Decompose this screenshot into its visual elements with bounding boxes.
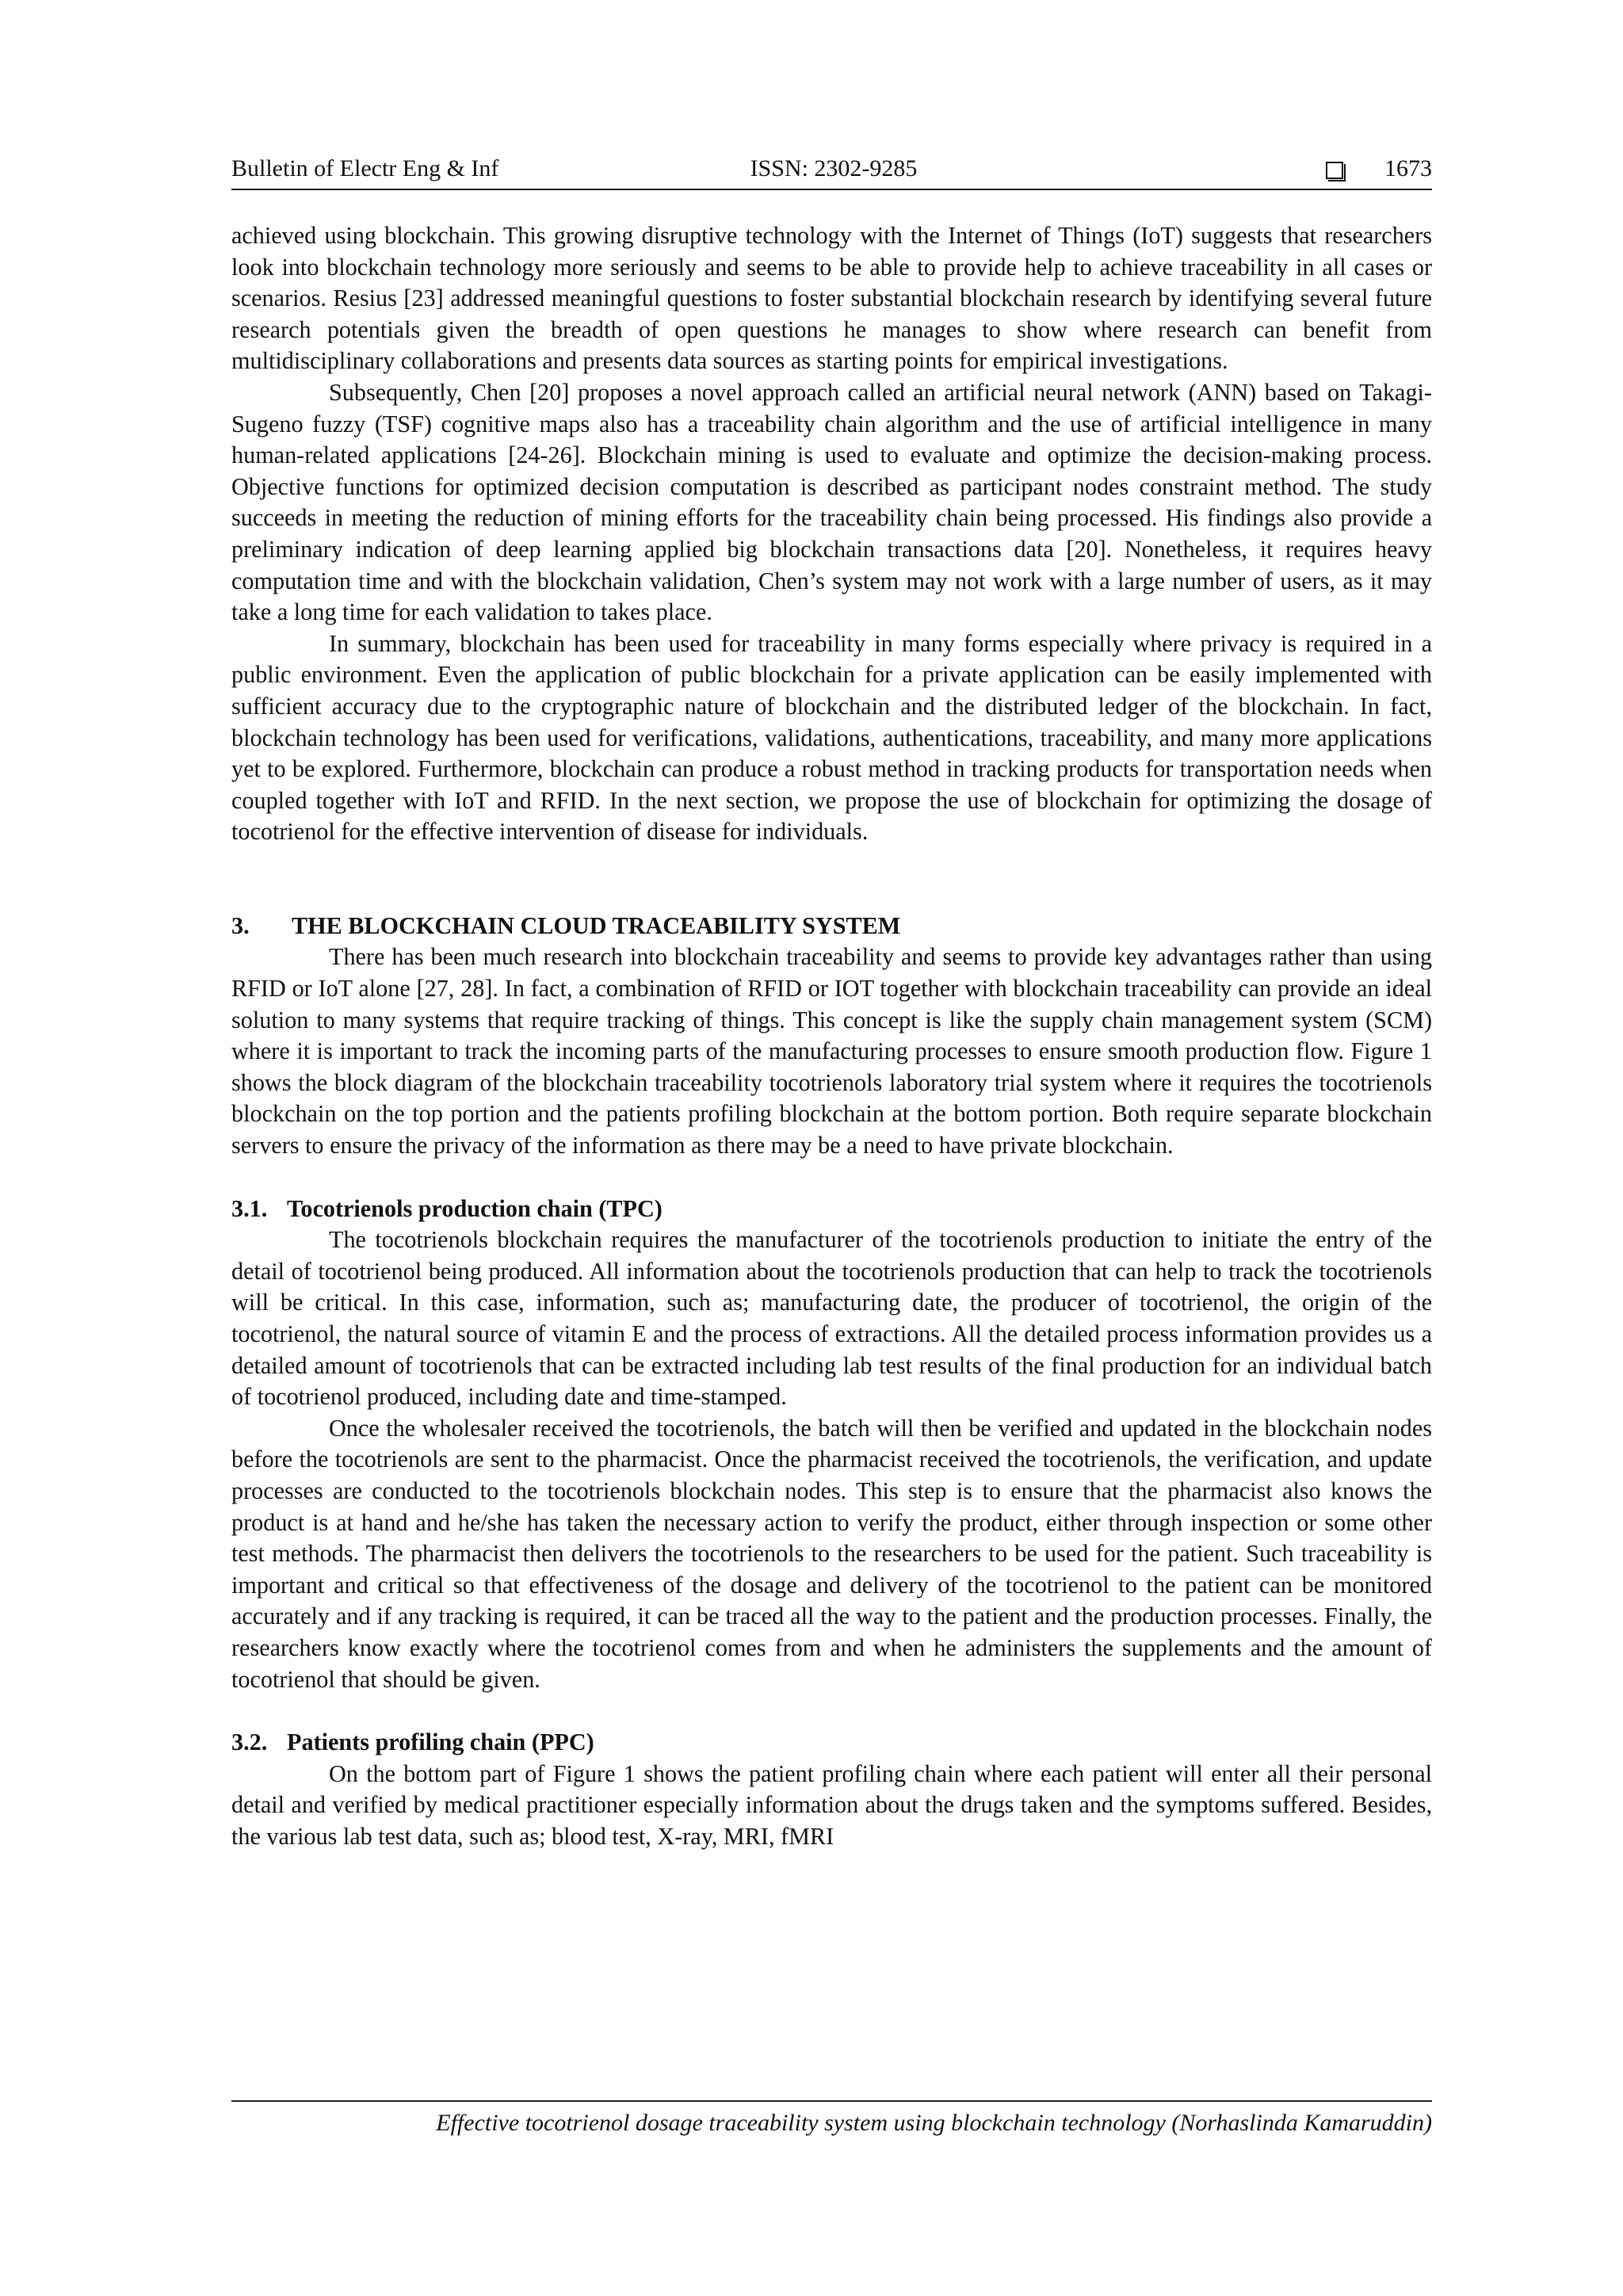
section-heading <box>231 911 1432 942</box>
body-text <box>231 220 1432 1853</box>
paragraph: The tocotrienols blockchain requires the manufacturer of the tocotrienols production to initiate the entry of the detail of tocotrienol being produced. All information about the tocotrienols production that can help to track the tocotrienols will be critical. In this case, information, such as; manufacturing date, the producer of tocotrienol, the origin of the tocotrienol, the natural source of vitamin E and the process of extractions. All the detailed process information provides us a detailed amount of tocotrienols that can be extracted including lab test results of the final production for an individual batch of tocotrienol produced, including date and time-stamped. <box>231 1226 1432 1411</box>
paragraph: Subsequently, Chen [20] proposes a novel approach called an artificial neural network (ANN) based on Takagi-Sugeno fuzzy (TSF) cognitive maps also has a traceability chain algorithm and the use of artificial intelligence in many human-related applications [24-26]. Blockchain mining is used to evaluate and optimize the decision-making process. Objective functions for optimized decision computation is described as participant nodes constraint method. The study succeeds in meeting the reduction of mining efforts for the traceability chain being processed. His findings also provide a preliminary indication of deep learning applied big blockchain transactions data [20]. Nonetheless, it requires heavy computation time and with the blockchain validation, Chen’s system may not work with a large number of users, as it may take a long time for each validation to takes place. <box>231 378 1432 626</box>
subsection-title: Patients profiling chain (PPC) <box>287 1729 594 1756</box>
page-number-group <box>1326 155 1432 182</box>
running-header <box>231 155 1432 190</box>
section-title: THE BLOCKCHAIN CLOUD TRACEABILITY SYSTEM <box>292 911 901 939</box>
page-number: 1673 <box>1384 155 1432 181</box>
journal-name: Bulletin of Electr Eng & Inf <box>231 155 499 181</box>
subsection-heading <box>231 1727 1432 1759</box>
paragraph: achieved using blockchain. This growing disruptive technology with the Internet of Things (IoT) suggests that researchers look into blockchain technology more seriously and seems to be able to provide help to achieve traceability in all cases or scenarios. Resius [23] addressed meaningful questions to foster substantial blockchain research by identifying several future research potentials given the breadth of open questions he manages to show where research can benefit from multidisciplinary collaborations and presents data sources as starting points for empirical investigations. <box>231 222 1432 375</box>
section-number: 3. <box>231 911 250 939</box>
subsection-number: 3.1. <box>231 1194 268 1222</box>
running-footer: Effective tocotrienol dosage traceability system using blockchain technology (Norhaslinda Kamaruddin) <box>231 2100 1432 2137</box>
paragraph: On the bottom part of Figure 1 shows the patient profiling chain where each patient will enter all their personal detail and verified by medical practitioner especially information about the drugs taken and the symptoms suffered. Besides, the various lab test data, such as; blood test, X-ray, MRI, fMRI <box>231 1759 1432 1850</box>
paragraph: Once the wholesaler received the tocotrienols, the batch will then be verified and updated in the blockchain nodes before the tocotrienols are sent to the pharmacist. Once the pharmacist received the tocotrienols, the verification, and update processes are conducted to the tocotrienols blockchain nodes. This step is to ensure that the pharmacist also knows the product is at hand and he/she has taken the necessary action to verify the product, either through inspection or some other test methods. The pharmacist then delivers the tocotrienols to the researchers to be used for the patient. Such traceability is important and critical so that effectiveness of the dosage and delivery of the tocotrienol to the patient can be monitored accurately and if any tracking is required, it can be traced all the way to the patient and the production processes. Finally, the researchers know exactly where the tocotrienol comes from and when he administers the supplements and the amount of tocotrienol that should be given. <box>231 1414 1432 1693</box>
paragraph: There has been much research into blockchain traceability and seems to provide key advantages rather than using RFID or IoT alone [27, 28]. In fact, a combination of RFID or IOT together with blockchain traceability can provide an ideal solution to many systems that require tracking of things. This concept is like the supply chain management system (SCM) where it is important to track the incoming parts of the manufacturing processes to ensure smooth production flow. Figure 1 shows the block diagram of the blockchain traceability tocotrienols laboratory trial system where it requires the tocotrienols blockchain on the top portion and the patients profiling blockchain at the bottom portion. Both require separate blockchain servers to ensure the privacy of the information as there may be a need to have private blockchain. <box>231 943 1432 1159</box>
paragraph: In summary, blockchain has been used for traceability in many forms especially where privacy is required in a public environment. Even the application of public blockchain for a private application can be easily implemented with sufficient accuracy due to the cryptographic nature of blockchain and the distributed ledger of the blockchain. In fact, blockchain technology has been used for verifications, validations, authentications, traceability, and many more applications yet to be explored. Furthermore, blockchain can produce a robust method in tracking products for transportation needs when coupled together with IoT and RFID. In the next section, we propose the use of blockchain for optimizing the dosage of tocotrienol for the effective intervention of disease for individuals. <box>231 629 1432 846</box>
issn-label: ISSN: 2302-9285 <box>750 155 918 181</box>
subsection-number: 3.2. <box>231 1729 268 1756</box>
subsection-title: Tocotrienols production chain (TPC) <box>287 1194 663 1222</box>
subsection-heading <box>231 1194 1432 1225</box>
square-bullet-icon <box>1326 162 1343 179</box>
